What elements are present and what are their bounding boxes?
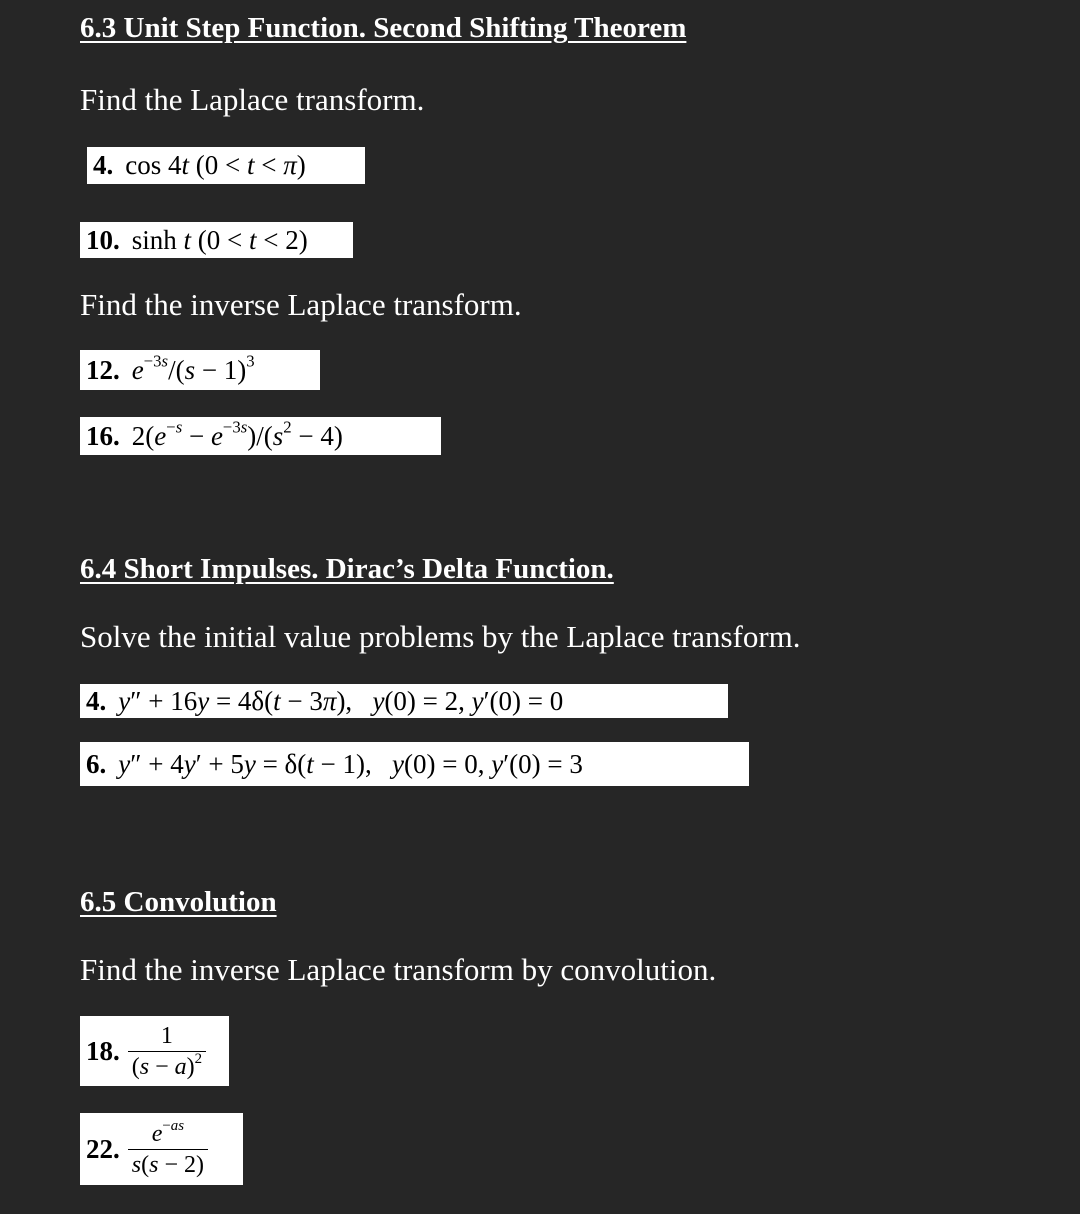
denominator: s(s − 2) xyxy=(128,1149,208,1177)
problem-number: 22. xyxy=(86,1133,120,1164)
instruction-convolution: Find the inverse Laplace transform by convolution. xyxy=(80,952,717,987)
problem-6-4-4: 4. y″ + 16y = 4δ(t − 3π), y(0) = 2, y′(0) = 0 xyxy=(80,684,728,718)
denominator: $(s - a)^2$ xyxy=(128,1051,206,1079)
problem-number: 10. xyxy=(86,224,120,255)
numerator: $e^{-as}$ xyxy=(151,1117,184,1147)
problem-number: 16. xyxy=(86,420,120,451)
problem-6-3-16: 16. $2(e^{-s} - e^{-3s})/(s^2 - 4)$ xyxy=(80,417,441,455)
numerator: 1 xyxy=(160,1022,173,1049)
problem-number: 6. xyxy=(86,748,107,779)
fraction xyxy=(128,1117,208,1178)
section-heading-6-3: 6.3 Unit Step Function. Second Shifting Theorem xyxy=(80,12,687,44)
problem-6-3-10: 10. sinh t (0 < t < 2) xyxy=(80,222,353,258)
problem-number: 4. xyxy=(93,150,114,180)
instruction-laplace: Find the Laplace transform. xyxy=(80,82,425,117)
problem-number: 4. xyxy=(86,685,107,716)
problem-6-5-22 xyxy=(80,1113,243,1185)
problem-6-3-12: 12. $e^{-3s}/(s - 1)^3$ xyxy=(80,350,320,390)
instruction-inverse-laplace: Find the inverse Laplace transform. xyxy=(80,287,522,322)
section-heading-6-4: 6.4 Short Impulses. Dirac’s Delta Function. xyxy=(80,553,614,585)
fraction xyxy=(128,1024,206,1079)
problem-6-4-6: 6. y″ + 4y′ + 5y = δ(t − 1), y(0) = 0, y′(0) = 3 xyxy=(80,742,749,786)
problem-6-5-18 xyxy=(80,1016,229,1086)
problem-number: 12. xyxy=(86,354,120,385)
instruction-ivp: Solve the initial value problems by the Laplace transform. xyxy=(80,619,801,654)
problem-6-3-4: 4. cos 4t (0 < t < π) xyxy=(87,147,365,184)
problem-number: 18. xyxy=(86,1035,120,1066)
section-heading-6-5: 6.5 Convolution xyxy=(80,886,277,918)
